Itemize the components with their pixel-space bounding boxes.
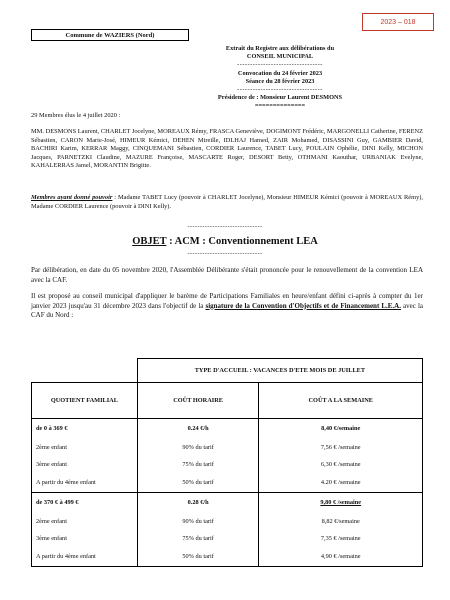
hour-rate: 0.24 €/h [137, 419, 259, 439]
table-row [32, 530, 423, 547]
extract-header [200, 45, 360, 111]
table-row [32, 513, 423, 530]
tarif-pct: 90% du tarif [137, 439, 259, 456]
paragraph-2-post: avec la CAF du Nord : [31, 301, 423, 320]
table-row [32, 473, 423, 493]
extract-line2: CONSEIL MUNICIPAL [246, 53, 314, 61]
week-rate: 9,80 € /semaine [259, 493, 423, 513]
week-rate: 7,56 € /semaine [259, 439, 423, 456]
tarif-pct: 50% du tarif [137, 473, 259, 493]
child-label: 2ème enfant [32, 513, 138, 530]
table-row [32, 493, 423, 513]
table-row [32, 439, 423, 456]
objet-text: : ACM : Conventionnement LEA [166, 236, 318, 247]
paragraph-2 [31, 292, 423, 321]
pouvoir-label: Membres ayant donné pouvoir [31, 194, 113, 201]
seance: Séance du 28 février 2023 [245, 77, 315, 85]
child-label: 2ème enfant [32, 439, 138, 456]
tarif-pct: 75% du tarif [137, 456, 259, 473]
week-rate: 8,40 €/semaine [259, 419, 423, 439]
table-row [32, 419, 423, 439]
convocation: Convocation du 24 février 2023 [237, 69, 323, 77]
tarif-pct: 90% du tarif [137, 513, 259, 530]
paragraph-2-pre: Il est proposé au conseil municipal d'appliquer le barème de Participations Familiales en heure/enfant défini ci-après à compter du 1er janvier 2023 jusqu'au 31 décembre 2023 dans l'objectif de la [31, 292, 423, 310]
objet-dashes-bottom: ------------------------------ [187, 251, 263, 257]
paragraph-1: Par délibération, en date du 05 novembre 2020, l'Assemblée Délibérante s'était prononcée pour le renouvellement de la convention LEA avec la CAF. [31, 266, 423, 284]
pouvoir-text: : Madame TABET Lucy (pouvoir à CHARLET Jocelyne), Monsieur HIMEUR Kémici (pouvoir à MOREAUX Rémy), Madame CORDIER Laurence (pouvoir à DINI Kelly). [31, 194, 424, 210]
table-corner [32, 359, 138, 383]
paragraph-2-bold: signature de la Convention d'Objectifs et de Financement L.E.A. [205, 301, 401, 310]
equals-line: ============== [254, 102, 306, 110]
members-pouvoir [31, 194, 423, 211]
qf-range: de 370 € à 499 € [32, 493, 138, 513]
table-row [32, 456, 423, 473]
child-label: A partir du 4ème enfant [32, 547, 138, 567]
week-rate: 8,82 €/semaine [259, 513, 423, 530]
child-label: 3ème enfant [32, 456, 138, 473]
commune-box: Commune de WAZIERS (Nord) [31, 29, 189, 41]
table-row [32, 547, 423, 567]
objet-label: OBJET [132, 236, 167, 247]
dashes-2: --------------------------------- [237, 86, 323, 94]
week-rate: 7,35 € /semaine [259, 530, 423, 547]
week-rate: 6,30 € /semaine [259, 456, 423, 473]
extract-line1: Extrait du Registre aux délibérations du [225, 45, 335, 52]
objet-title [100, 236, 350, 247]
objet-dashes-top: ------------------------------ [187, 224, 263, 230]
child-label: A partir du 4ème enfant [32, 473, 138, 493]
tarif-pct: 75% du tarif [137, 530, 259, 547]
col-hour: COÛT HORAIRE [137, 383, 259, 419]
child-label: 3ème enfant [32, 530, 138, 547]
reference-number: 2023 – 018 [362, 13, 434, 31]
presidence: Présidence de : Monsieur Laurent DESMONS [217, 94, 343, 102]
tarif-pct: 50% du tarif [137, 547, 259, 567]
col-week: COÛT A LA SEMAINE [259, 383, 423, 419]
table-title: TYPE D'ACCUEIL : VACANCES D'ETE MOIS DE JUILLET [137, 359, 422, 383]
dashes: --------------------------------- [237, 61, 323, 69]
members-elected: 29 Membres élus le 4 juillet 2020 : [31, 112, 121, 119]
week-rate: 4.20 € /semaine [259, 473, 423, 493]
tarif-table [31, 358, 423, 567]
members-present: MM. DESMONS Laurent, CHARLET Jocelyne, MOREAUX Rémy, FRASCA Geneviève, DOGIMONT Frédéric, MARGONELLI Catherine, FERENZ Sébastien, CARON Marie-José, HIMEUR Kémici, DEHEN Mireille, IDLHAJ Hamed, ZAIR Mohamed, DISASSINI Guy, GAMBIER David, BACHIRI Karim, KERRAR Maggy, CINQUEMANI Sébastien, CORDIER Laurence, TABET Lucy, POULAIN Ophélie, DINI Kelly, MICHON Jacques, PARNETZKI Claudine, MAZURE Françoise, MASCARTE Roger, DESORT Betty, OTHMANI Kaouthar, URBANIAK Evelyne, KAHALERRAS Jamel, MORANTIN Brigitte. [31, 128, 423, 170]
hour-rate: 0.28 €/h [137, 493, 259, 513]
week-rate: 4,90 € /semaine [259, 547, 423, 567]
qf-range: de 0 à 369 € [32, 419, 138, 439]
col-quotient: QUOTIENT FAMILIAL [32, 383, 138, 419]
